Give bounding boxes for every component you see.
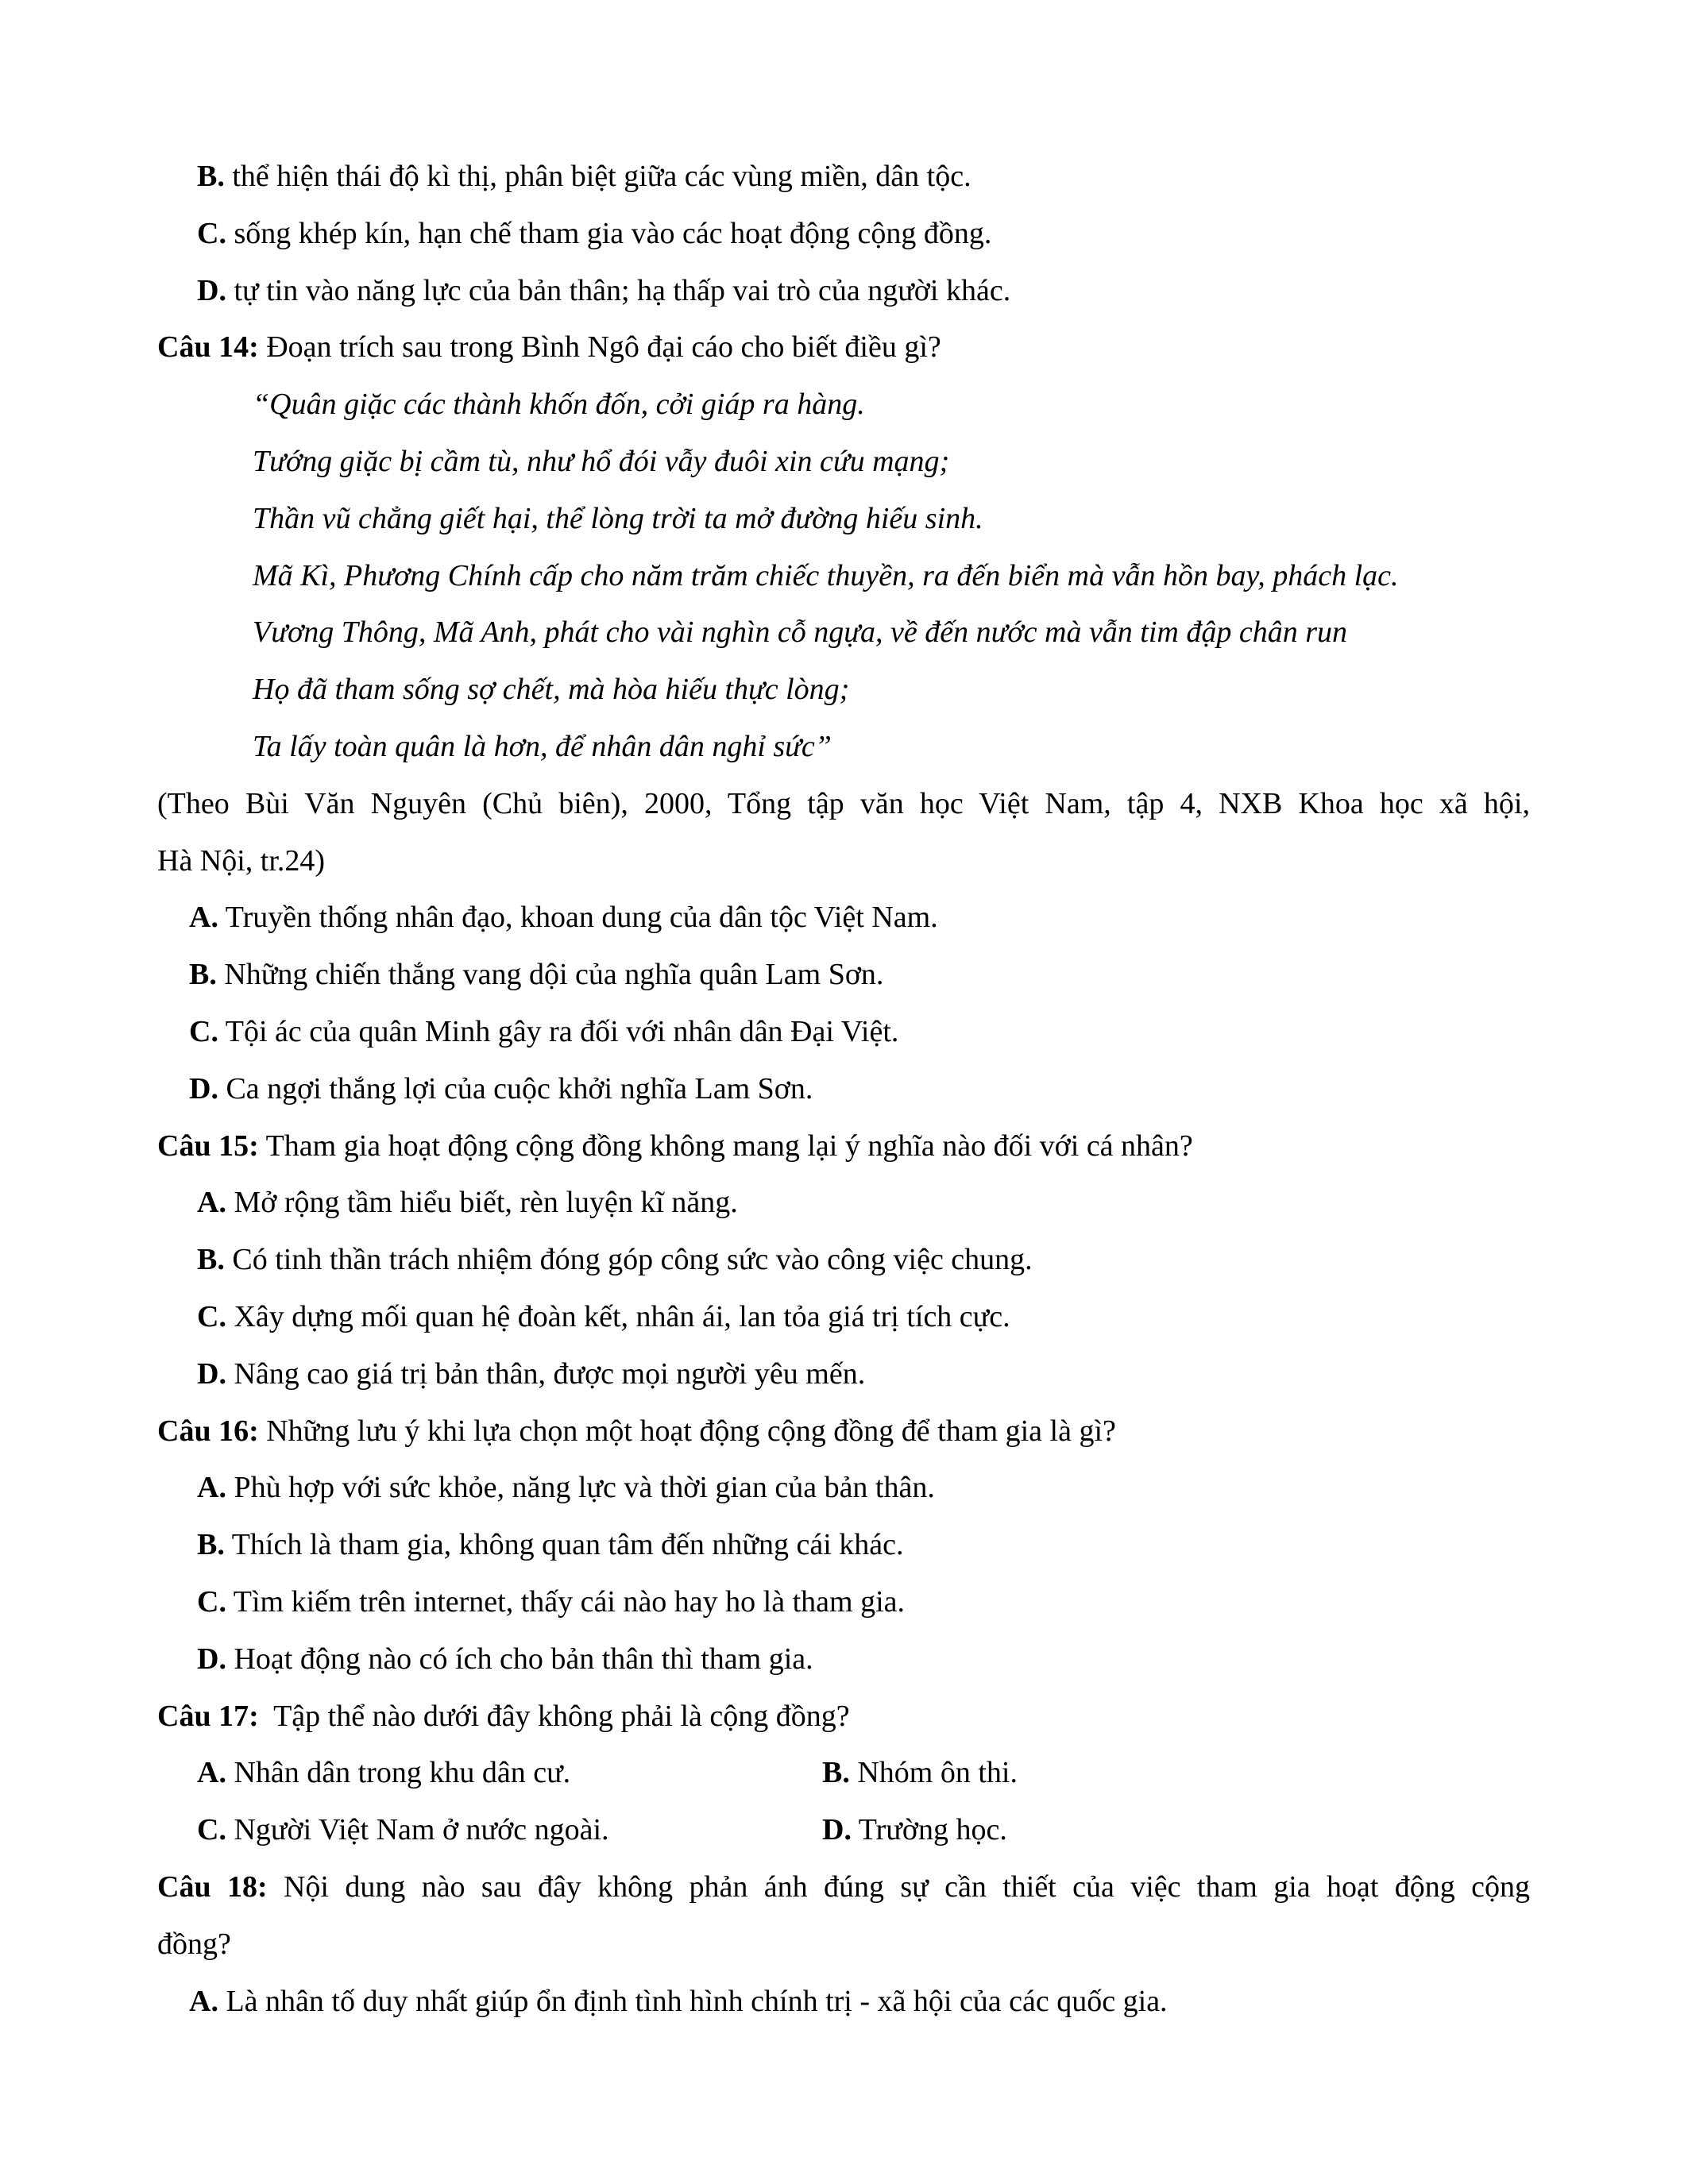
q17-option-d <box>822 1815 1007 1845</box>
option-letter: D. <box>197 274 226 307</box>
q16-option-d <box>197 1644 813 1674</box>
q15-option-d <box>197 1359 865 1389</box>
option-text: Thích là tham gia, không quan tâm đến những cái khác. <box>231 1528 904 1561</box>
question-text: Nội dung nào sau đây không phản ánh đúng sự cần thiết của việc tham gia hoạt động cộng <box>283 1870 1530 1904</box>
question-label: Câu 16: <box>157 1414 259 1448</box>
q15-option-b <box>197 1244 1033 1275</box>
q14-quote-line-2: Tướng giặc bị cầm tù, như hổ đói vẫy đuôi xin cứu mạng; <box>253 445 950 478</box>
option-letter: C. <box>197 1813 226 1846</box>
option-letter: A. <box>197 1756 226 1789</box>
option-text: Là nhân tố duy nhất giúp ổn định tình hình chính trị - xã hội của các quốc gia. <box>226 1985 1168 2018</box>
q14-quote-line-3: Thần vũ chẳng giết hại, thể lòng trời ta mở đường hiếu sinh. <box>253 502 983 535</box>
q13-option-c <box>197 218 991 249</box>
option-letter: C. <box>197 1585 226 1619</box>
option-text: Có tinh thần trách nhiệm đóng góp công sức vào công việc chung. <box>232 1243 1033 1276</box>
option-text: Tội ác của quân Minh gây ra đối với nhân dân Đại Việt. <box>225 1015 899 1048</box>
question-label: Câu 18: <box>157 1870 268 1904</box>
q18-option-a <box>189 1986 1168 2016</box>
option-text: Nhân dân trong khu dân cư. <box>234 1756 571 1789</box>
option-letter: D. <box>822 1813 852 1846</box>
question-label: Câu 15: <box>157 1129 259 1163</box>
q14-option-d <box>189 1074 813 1104</box>
option-text: Tìm kiếm trên internet, thấy cái nào hay ho là tham gia. <box>233 1585 906 1619</box>
q14-quote-line-6: Họ đã tham sống sợ chết, mà hòa hiếu thực lòng; <box>253 673 850 706</box>
q17-question <box>157 1701 850 1731</box>
q16-question <box>157 1416 1116 1446</box>
option-text: Xây dựng mối quan hệ đoàn kết, nhân ái, lan tỏa giá trị tích cực. <box>234 1300 1010 1333</box>
q14-source-line-1: (Theo Bùi Văn Nguyên (Chủ biên), 2000, Tổng tập văn học Việt Nam, tập 4, NXB Khoa học xã hội, <box>157 787 1530 820</box>
option-letter: D. <box>197 1642 226 1676</box>
q18-question-line-1 <box>157 1872 1530 1902</box>
option-letter: D. <box>189 1072 218 1106</box>
option-text: Nâng cao giá trị bản thân, được mọi người yêu mến. <box>234 1357 866 1391</box>
option-letter: A. <box>189 901 218 934</box>
option-text: Người Việt Nam ở nước ngoài. <box>234 1813 609 1846</box>
q15-option-a <box>197 1187 738 1217</box>
q17-option-a <box>197 1758 570 1788</box>
option-letter: C. <box>197 1300 226 1333</box>
option-letter: B. <box>197 1528 225 1561</box>
option-letter: B. <box>197 1243 225 1276</box>
q14-option-a <box>189 902 938 932</box>
option-text: Truyền thống nhân đạo, khoan dung của dân tộc Việt Nam. <box>225 901 938 934</box>
option-letter: C. <box>189 1015 218 1048</box>
option-letter: A. <box>189 1985 218 2018</box>
q16-option-c <box>197 1587 905 1617</box>
q18-question-line-2: đồng? <box>157 1927 231 1961</box>
option-text: tự tin vào năng lực của bản thân; hạ thấp vai trò của người khác. <box>234 274 1011 307</box>
option-text: thể hiện thái độ kì thị, phân biệt giữa các vùng miền, dân tộc. <box>232 160 971 193</box>
question-text: Tham gia hoạt động cộng đồng không mang lại ý nghĩa nào đối với cá nhân? <box>265 1129 1193 1163</box>
question-text: Tập thể nào dưới đây không phải là cộng đồng? <box>273 1700 850 1733</box>
q14-question <box>157 332 941 362</box>
option-letter: C. <box>197 217 226 250</box>
option-text: Những chiến thắng vang dội của nghĩa quân Lam Sơn. <box>224 958 884 991</box>
q16-option-a <box>197 1472 935 1503</box>
option-text: Ca ngợi thắng lợi của cuộc khởi nghĩa Lam Sơn. <box>226 1072 813 1106</box>
q15-question <box>157 1131 1193 1161</box>
question-text: Những lưu ý khi lựa chọn một hoạt động cộng đồng để tham gia là gì? <box>266 1414 1116 1448</box>
q15-option-c <box>197 1302 1010 1332</box>
question-text: Đoạn trích sau trong Bình Ngô đại cáo cho biết điều gì? <box>266 330 941 364</box>
option-text: Phù hợp với sức khỏe, năng lực và thời gian của bản thân. <box>234 1471 935 1504</box>
option-letter: A. <box>197 1186 226 1219</box>
q16-option-b <box>197 1530 903 1560</box>
option-text: Mở rộng tầm hiểu biết, rèn luyện kĩ năng. <box>234 1186 738 1219</box>
question-label: Câu 14: <box>157 330 259 364</box>
option-letter: B. <box>197 160 225 193</box>
q17-option-b <box>822 1758 1018 1788</box>
option-letter: B. <box>189 958 217 991</box>
q13-option-d <box>197 276 1010 306</box>
q14-source-line-2: Hà Nội, tr.24) <box>157 844 326 878</box>
question-label: Câu 17: <box>157 1700 259 1733</box>
q14-quote-line-1: “Quân giặc các thành khốn đốn, cởi giáp ra hàng. <box>253 388 865 421</box>
option-text: Nhóm ôn thi. <box>857 1756 1018 1789</box>
option-letter: B. <box>822 1756 850 1789</box>
q14-quote-line-4: Mã Kì, Phương Chính cấp cho năm trăm chiếc thuyền, ra đến biển mà vẫn hồn bay, phách lạc. <box>253 559 1399 592</box>
q17-option-c <box>197 1815 609 1845</box>
q13-option-b <box>197 161 971 191</box>
option-letter: A. <box>197 1471 226 1504</box>
q14-quote-line-5: Vương Thông, Mã Anh, phát cho vài nghìn cỗ ngựa, về đến nước mà vẫn tim đập chân run <box>253 615 1348 649</box>
q14-option-b <box>189 959 883 990</box>
option-text: Hoạt động nào có ích cho bản thân thì tham gia. <box>234 1642 813 1676</box>
q14-option-c <box>189 1017 898 1047</box>
option-text: Trường học. <box>858 1813 1007 1846</box>
option-text: sống khép kín, hạn chế tham gia vào các hoạt động cộng đồng. <box>234 217 992 250</box>
option-letter: D. <box>197 1357 226 1391</box>
q14-quote-line-7: Ta lấy toàn quân là hơn, để nhân dân nghỉ sức” <box>253 730 832 763</box>
